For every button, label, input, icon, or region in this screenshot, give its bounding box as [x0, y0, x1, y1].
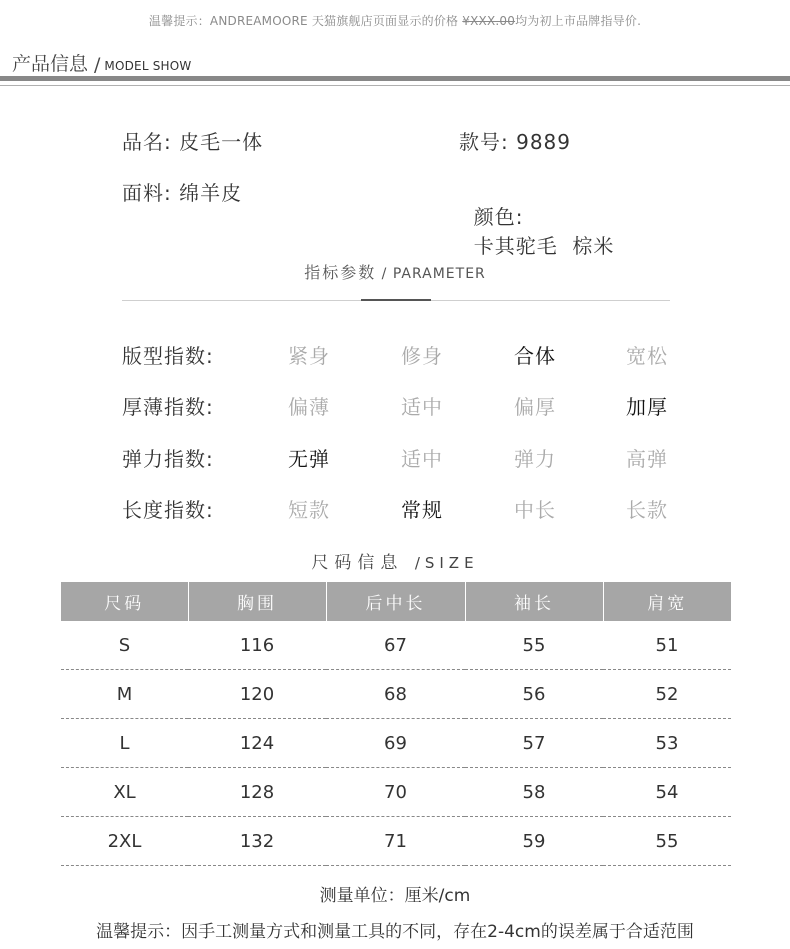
table-cell: 128: [188, 768, 326, 817]
size-table-header-row: [61, 582, 731, 621]
table-row: [61, 621, 731, 670]
table-cell: 132: [188, 817, 326, 866]
table-cell: 68: [326, 670, 465, 719]
header-divider-thick: [0, 76, 790, 81]
product-color: [459, 177, 614, 259]
table-cell: 55: [603, 817, 731, 866]
table-cell: 56: [465, 670, 603, 719]
table-cell: 116: [188, 621, 326, 670]
size-col-header: 尺码: [61, 582, 188, 621]
table-row: [61, 768, 731, 817]
parameter-option: 修身: [401, 344, 443, 368]
table-cell: 70: [326, 768, 465, 817]
table-cell: 51: [603, 621, 731, 670]
parameter-row-label: 弹力指数:: [122, 447, 214, 471]
parameter-title-en: / PARAMETER: [376, 266, 486, 282]
parameter-option: 短款: [288, 498, 330, 522]
parameter-option: 宽松: [626, 344, 668, 368]
section-title-en: MODEL SHOW: [104, 59, 192, 73]
product-material-value: 绵羊皮: [179, 181, 243, 205]
parameter-option: 中长: [514, 498, 556, 522]
size-title-en: /SIZE: [414, 554, 479, 572]
price-notice-suffix: 均为初上市品牌指导价.: [515, 14, 642, 28]
parameter-option: 偏薄: [288, 395, 330, 419]
product-model: [459, 126, 571, 155]
parameter-option: 加厚: [626, 395, 668, 419]
parameter-divider-accent: [361, 299, 431, 301]
parameter-option: 适中: [401, 447, 443, 471]
table-cell: 54: [603, 768, 731, 817]
parameter-option: 适中: [401, 395, 443, 419]
parameter-option: 常规: [401, 498, 443, 522]
table-cell: 55: [465, 621, 603, 670]
product-model-label: 款号:: [459, 130, 509, 154]
product-material: [122, 177, 242, 206]
table-cell: 58: [465, 768, 603, 817]
size-title-cn: 尺码信息: [311, 553, 404, 573]
table-cell: M: [61, 670, 188, 719]
product-color-value: 卡其驼毛 棕米: [473, 234, 615, 258]
table-cell: 2XL: [61, 817, 188, 866]
table-cell: 59: [465, 817, 603, 866]
table-row: [61, 670, 731, 719]
parameter-title: [0, 260, 790, 283]
table-cell: S: [61, 621, 188, 670]
measurement-tip: 温馨提示：因手工测量方式和测量工具的不同，存在2-4cm的误差属于合适范围: [96, 922, 694, 942]
table-row: [61, 817, 731, 866]
size-col-header: 胸围: [188, 582, 326, 621]
parameter-option: 高弹: [626, 447, 668, 471]
parameter-option: 紧身: [288, 344, 330, 368]
table-cell: 120: [188, 670, 326, 719]
table-cell: 71: [326, 817, 465, 866]
parameter-row-label: 版型指数:: [122, 344, 214, 368]
size-col-header: 肩宽: [603, 582, 731, 621]
price-notice: [0, 12, 790, 29]
product-name: [122, 126, 263, 155]
section-title-cn: 产品信息: [12, 53, 89, 75]
parameter-row-label: 厚薄指数:: [122, 395, 214, 419]
table-cell: 67: [326, 621, 465, 670]
product-name-label: 品名:: [122, 130, 172, 154]
product-model-value: 9889: [516, 130, 572, 154]
price-notice-prefix: 温馨提示：ANDREAMOORE 天猫旗舰店页面显示的价格: [148, 14, 463, 28]
parameter-title-cn: 指标参数: [304, 263, 377, 282]
table-cell: 53: [603, 719, 731, 768]
table-cell: 52: [603, 670, 731, 719]
product-material-label: 面料:: [122, 181, 172, 205]
parameter-option: 偏厚: [514, 395, 556, 419]
table-cell: XL: [61, 768, 188, 817]
size-table: [61, 582, 731, 866]
parameter-option: 合体: [514, 344, 556, 368]
table-cell: 69: [326, 719, 465, 768]
measurement-unit-note: 测量单位：厘米/cm: [319, 886, 471, 906]
parameter-option: 弹力: [514, 447, 556, 471]
parameter-option: 长款: [626, 498, 668, 522]
section-header: [12, 48, 192, 76]
header-divider-thin: [0, 85, 790, 86]
table-row: [61, 719, 731, 768]
table-cell: 124: [188, 719, 326, 768]
size-col-header: 袖长: [465, 582, 603, 621]
price-notice-price: ¥XXX.00: [462, 14, 516, 28]
product-color-label: 颜色:: [473, 205, 524, 229]
size-col-header: 后中长: [326, 582, 465, 621]
size-title: [0, 548, 790, 573]
table-cell: L: [61, 719, 188, 768]
section-title-slash: /: [94, 54, 101, 76]
product-name-value: 皮毛一体: [179, 130, 264, 154]
parameter-option: 无弹: [288, 447, 330, 471]
table-cell: 57: [465, 719, 603, 768]
parameter-row-label: 长度指数:: [122, 498, 214, 522]
